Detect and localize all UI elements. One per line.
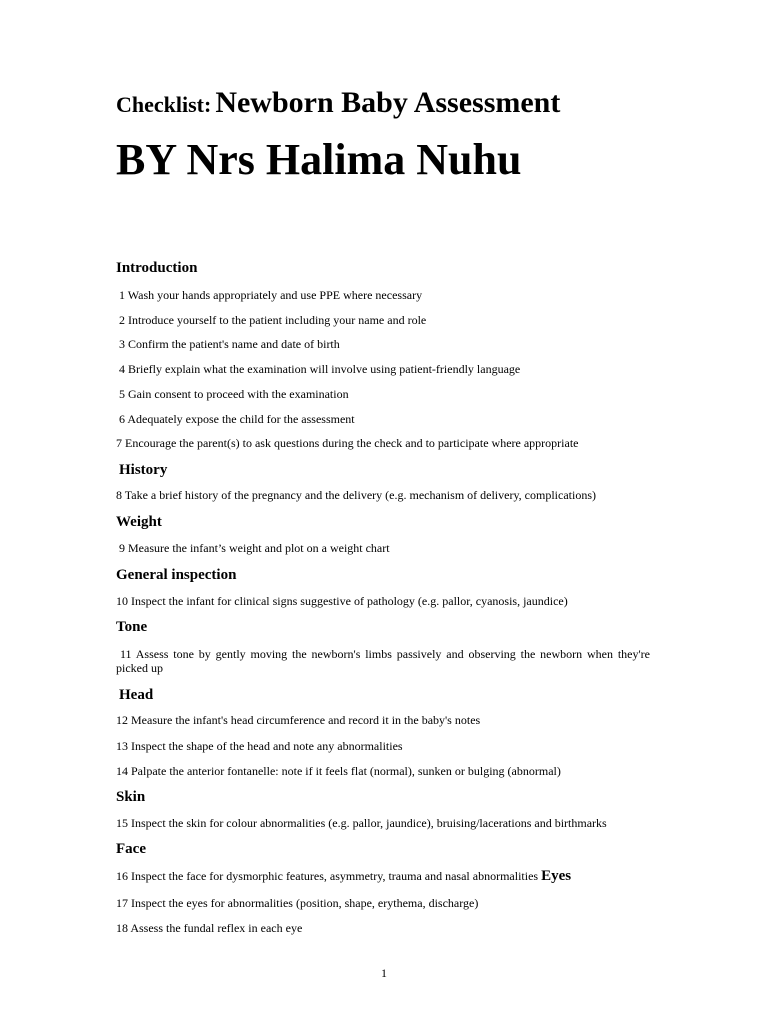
document-author: BY Nrs Halima Nuhu — [116, 135, 522, 184]
checklist-item-10: 10 Inspect the infant for clinical signs suggestive of pathology (e.g. pallor, cyanosis, jaundice) — [116, 594, 568, 608]
checklist-item-6: 6 Adequately expose the child for the assessment — [119, 412, 355, 426]
checklist-item-18: 18 Assess the fundal reflex in each eye — [116, 921, 303, 935]
heading-general-inspection: General inspection — [116, 567, 237, 583]
checklist-item-13: 13 Inspect the shape of the head and note any abnormalities — [116, 739, 403, 753]
checklist-item-3: 3 Confirm the patient's name and date of birth — [119, 337, 340, 351]
checklist-item-11: 11 Assess tone by gently moving the newborn's limbs passively and observing the newborn when they're picked up — [116, 647, 650, 675]
checklist-item-8: 8 Take a brief history of the pregnancy and the delivery (e.g. mechanism of delivery, complications) — [116, 488, 596, 502]
checklist-item-16-line — [116, 868, 571, 885]
checklist-item-16: 16 Inspect the face for dysmorphic features, asymmetry, trauma and nasal abnormalities — [116, 869, 539, 883]
checklist-item-9: 9 Measure the infant’s weight and plot on a weight chart — [119, 541, 390, 555]
heading-tone: Tone — [116, 619, 148, 635]
heading-weight: Weight — [116, 514, 162, 530]
title-prefix: Checklist: — [116, 92, 212, 117]
heading-history: History — [119, 462, 168, 478]
checklist-item-12: 12 Measure the infant's head circumference and record it in the baby's notes — [116, 713, 481, 727]
title-main: Newborn Baby Assessment — [215, 86, 561, 119]
checklist-item-1: 1 Wash your hands appropriately and use PPE where necessary — [119, 288, 423, 302]
checklist-item-7: 7 Encourage the parent(s) to ask questions during the check and to participate where appropriate — [116, 436, 579, 450]
checklist-item-15: 15 Inspect the skin for colour abnormalities (e.g. pallor, jaundice), bruising/lacerations and birthmarks — [116, 816, 607, 830]
checklist-item-17: 17 Inspect the eyes for abnormalities (position, shape, erythema, discharge) — [116, 896, 479, 910]
checklist-item-4: 4 Briefly explain what the examination will involve using patient-friendly language — [119, 362, 521, 376]
heading-head: Head — [119, 687, 154, 703]
checklist-item-14: 14 Palpate the anterior fontanelle: note if it feels flat (normal), sunken or bulging (abnormal) — [116, 764, 561, 778]
document-title — [116, 86, 560, 120]
checklist-item-5: 5 Gain consent to proceed with the examination — [119, 387, 349, 401]
heading-eyes: Eyes — [541, 868, 572, 884]
heading-introduction: Introduction — [116, 260, 198, 276]
heading-skin: Skin — [116, 789, 146, 805]
page-number: 1 — [381, 966, 387, 980]
checklist-item-2: 2 Introduce yourself to the patient including your name and role — [119, 313, 427, 327]
heading-face: Face — [116, 841, 146, 857]
